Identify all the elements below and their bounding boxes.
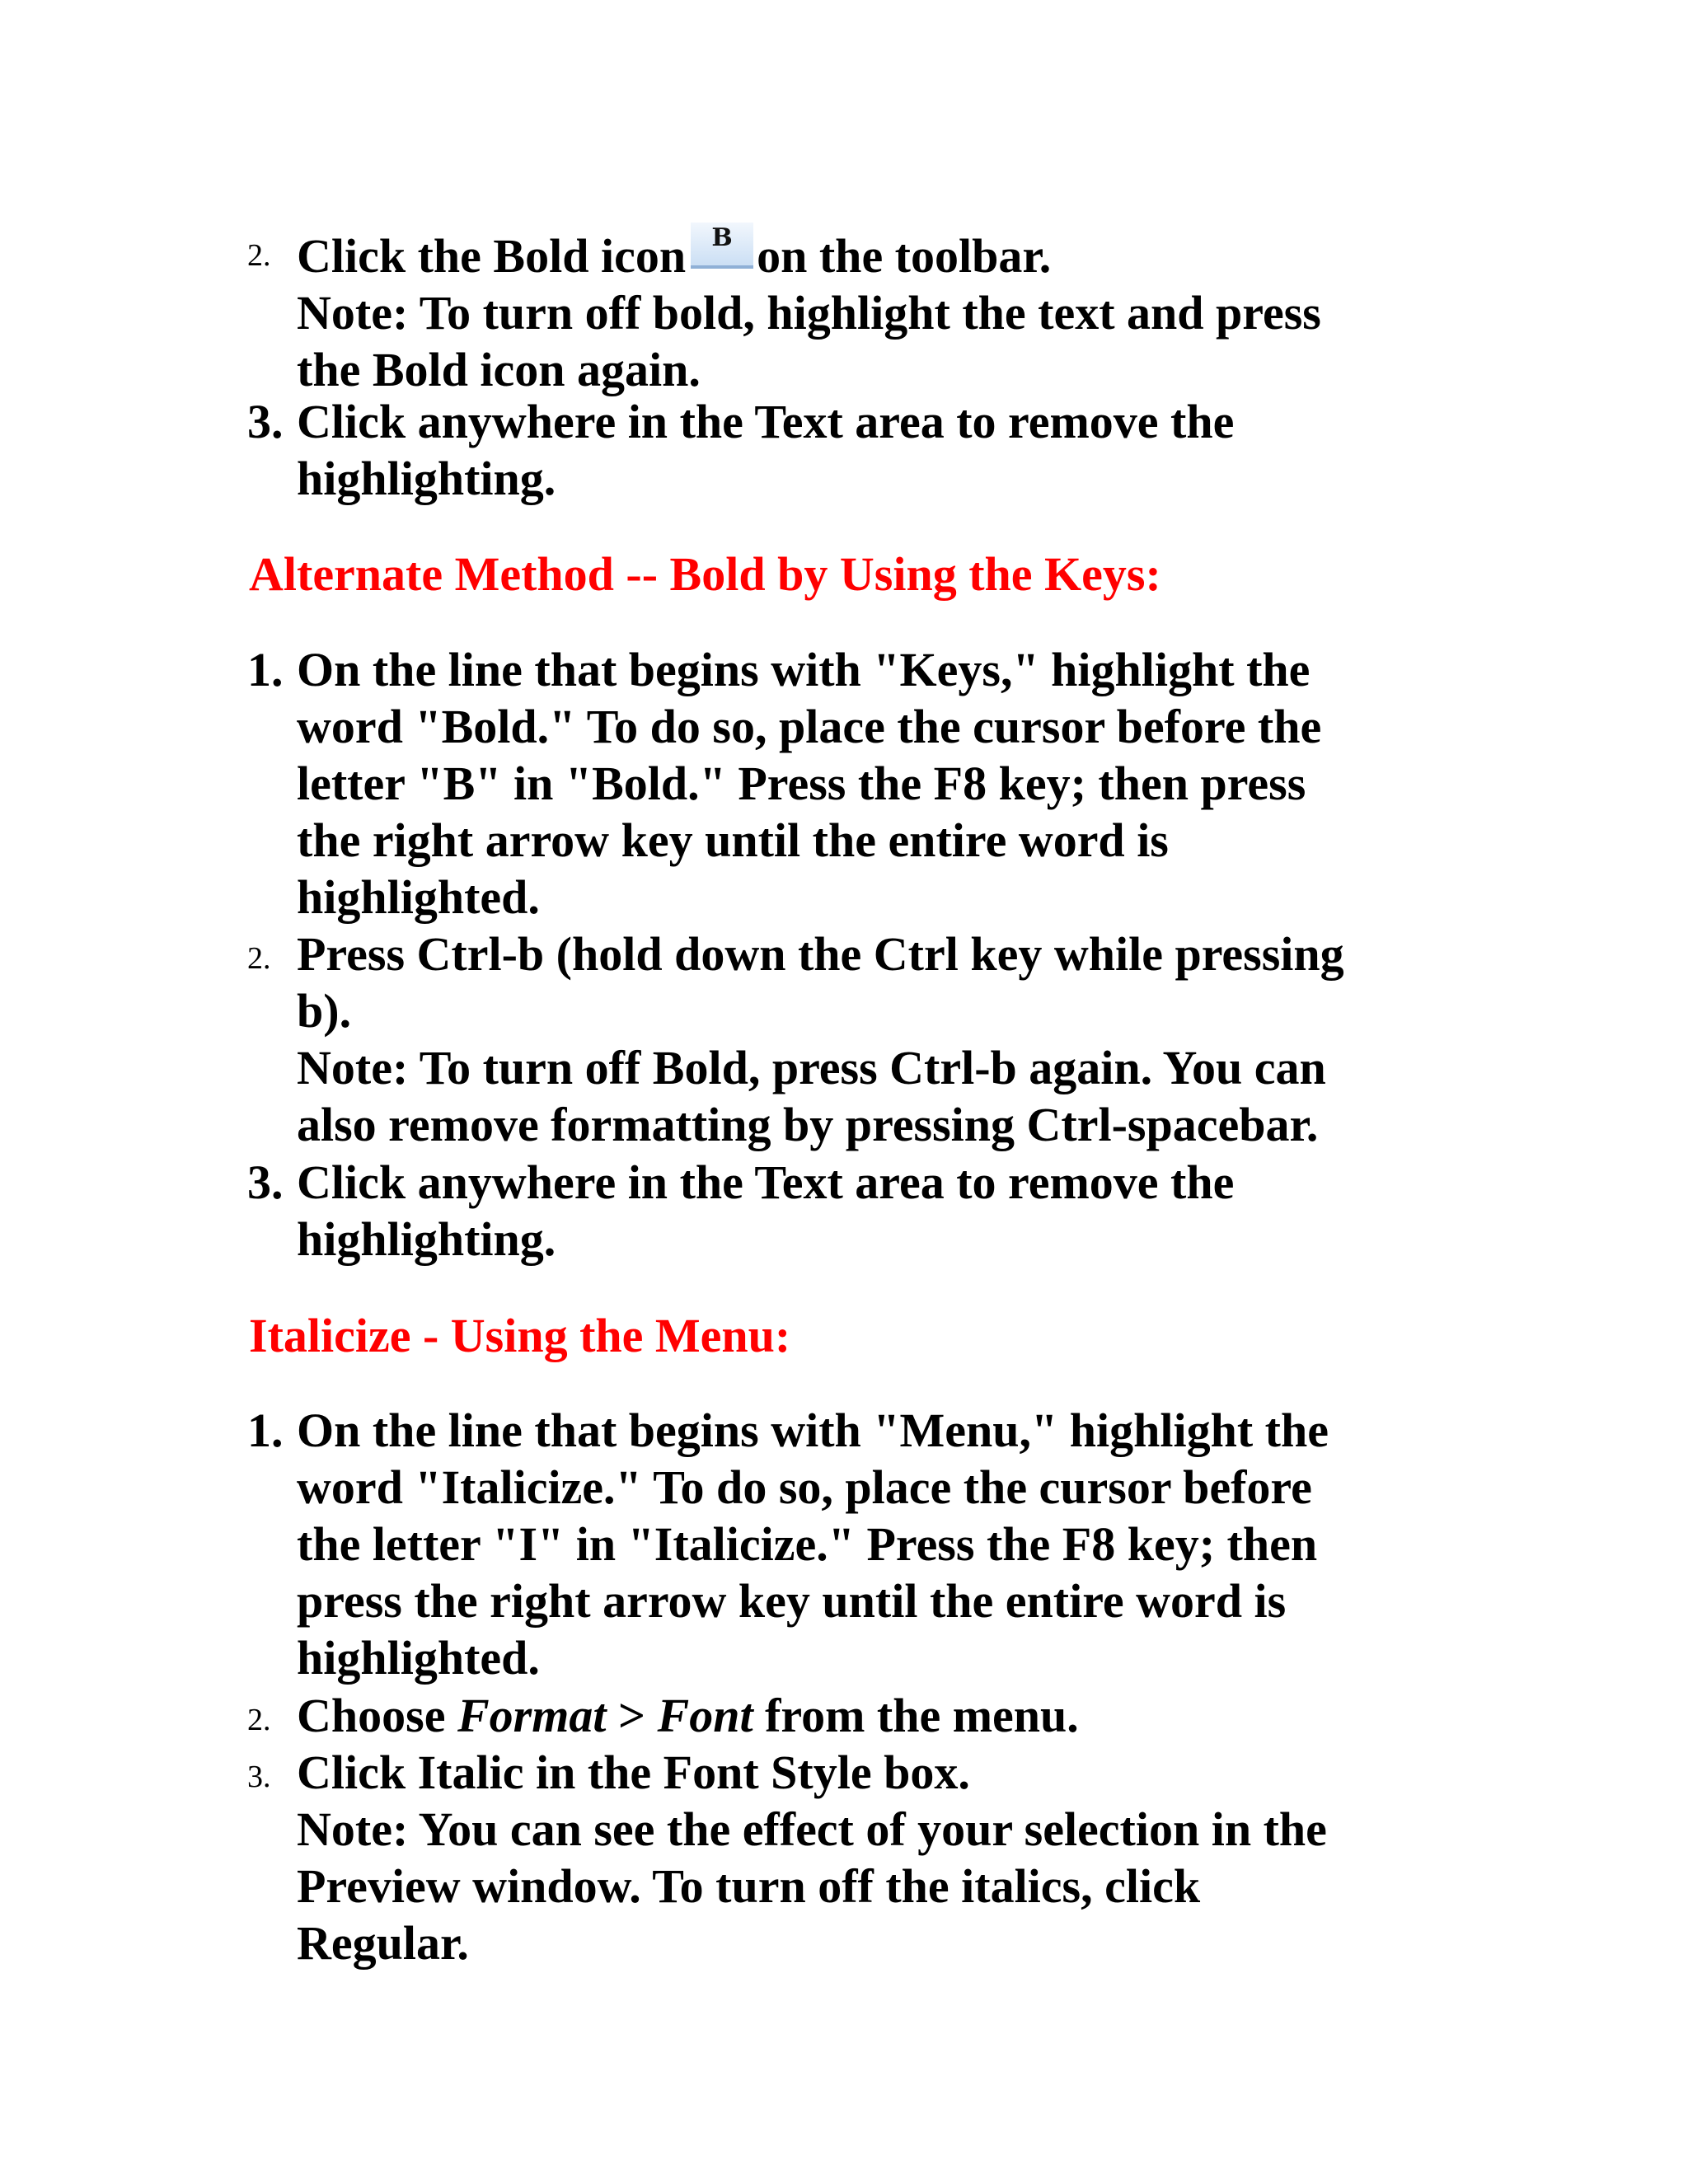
step-line: word "Italicize." To do so, place the cursor before: [297, 1460, 1312, 1514]
step-text: Choose: [297, 1689, 446, 1742]
list-item-click-italic: [247, 1744, 1451, 1971]
step-line: [297, 1687, 1451, 1744]
step-line: letter "B" in "Bold." Press the F8 key; then press: [297, 757, 1306, 810]
step-line: the letter "I" in "Italicize." Press the F8 key; then: [297, 1517, 1318, 1571]
step-text: on the toolbar.: [757, 229, 1052, 283]
step-text: Click the Bold icon: [297, 229, 687, 283]
step-line: Click anywhere in the Text area to remove the: [297, 395, 1235, 448]
list-number: 3.: [247, 1760, 271, 1794]
step-line: highlighting.: [297, 1212, 556, 1266]
section-heading-italicize: Italicize - Using the Menu:: [249, 1309, 791, 1362]
list-number: 3.: [247, 1155, 284, 1209]
list-item-remove-highlight: [247, 393, 1451, 507]
step-line: highlighted.: [297, 870, 540, 924]
bold-icon-glyph: B: [711, 223, 733, 252]
step-line: Press Ctrl-b (hold down the Ctrl key while pressing: [297, 927, 1344, 981]
step-line: word "Bold." To do so, place the cursor before the: [297, 700, 1322, 753]
list-number: 3.: [247, 395, 284, 448]
menu-name-format: Format: [457, 1689, 607, 1742]
list-item-format-font: [247, 1687, 1451, 1744]
step-line: Click anywhere in the Text area to remove the: [297, 1155, 1235, 1209]
note-line: Note: To turn off bold, highlight the text and press: [297, 286, 1321, 340]
note-line: Note: To turn off Bold, press Ctrl-b again. You can: [297, 1041, 1326, 1094]
list-item-highlight-word: [247, 1402, 1451, 1686]
list-number: 1.: [247, 643, 284, 696]
menu-name-font: Font: [657, 1689, 753, 1742]
step-line: On the line that begins with "Keys," highlight the: [297, 643, 1311, 696]
list-number: 1.: [247, 1404, 284, 1457]
bold-icon: [691, 223, 753, 269]
step-text: from the menu.: [765, 1689, 1079, 1742]
list-number: 2.: [247, 1703, 271, 1737]
list-item-highlight-word: [247, 641, 1451, 926]
step-line: [297, 223, 1451, 284]
step-line: highlighting.: [297, 452, 556, 505]
step-line: On the line that begins with "Menu," highlight the: [297, 1404, 1329, 1457]
list-number: 2.: [247, 238, 271, 273]
list-item-ctrl-b: [247, 926, 1451, 1153]
note-line: the Bold icon again.: [297, 343, 701, 396]
step-line: Click Italic in the Font Style box.: [297, 1746, 970, 1799]
step-line: the right arrow key until the entire word is: [297, 813, 1169, 867]
list-item-remove-highlight: [247, 1154, 1451, 1268]
list-item-bold-icon-step: [247, 223, 1451, 398]
note-line: also remove formatting by pressing Ctrl-spacebar.: [297, 1098, 1319, 1151]
menu-separator: >: [617, 1689, 646, 1742]
step-line: press the right arrow key until the entire word is: [297, 1574, 1287, 1628]
step-line: highlighted.: [297, 1631, 540, 1685]
section-heading-alternate-method: Alternate Method -- Bold by Using the Keys:: [249, 547, 1161, 601]
note-line: Note: You can see the effect of your selection in the: [297, 1802, 1327, 1856]
step-line: b).: [297, 984, 352, 1038]
note-line: Preview window. To turn off the italics, click: [297, 1859, 1201, 1913]
note-line: Regular.: [297, 1916, 469, 1970]
list-number: 2.: [247, 941, 271, 976]
